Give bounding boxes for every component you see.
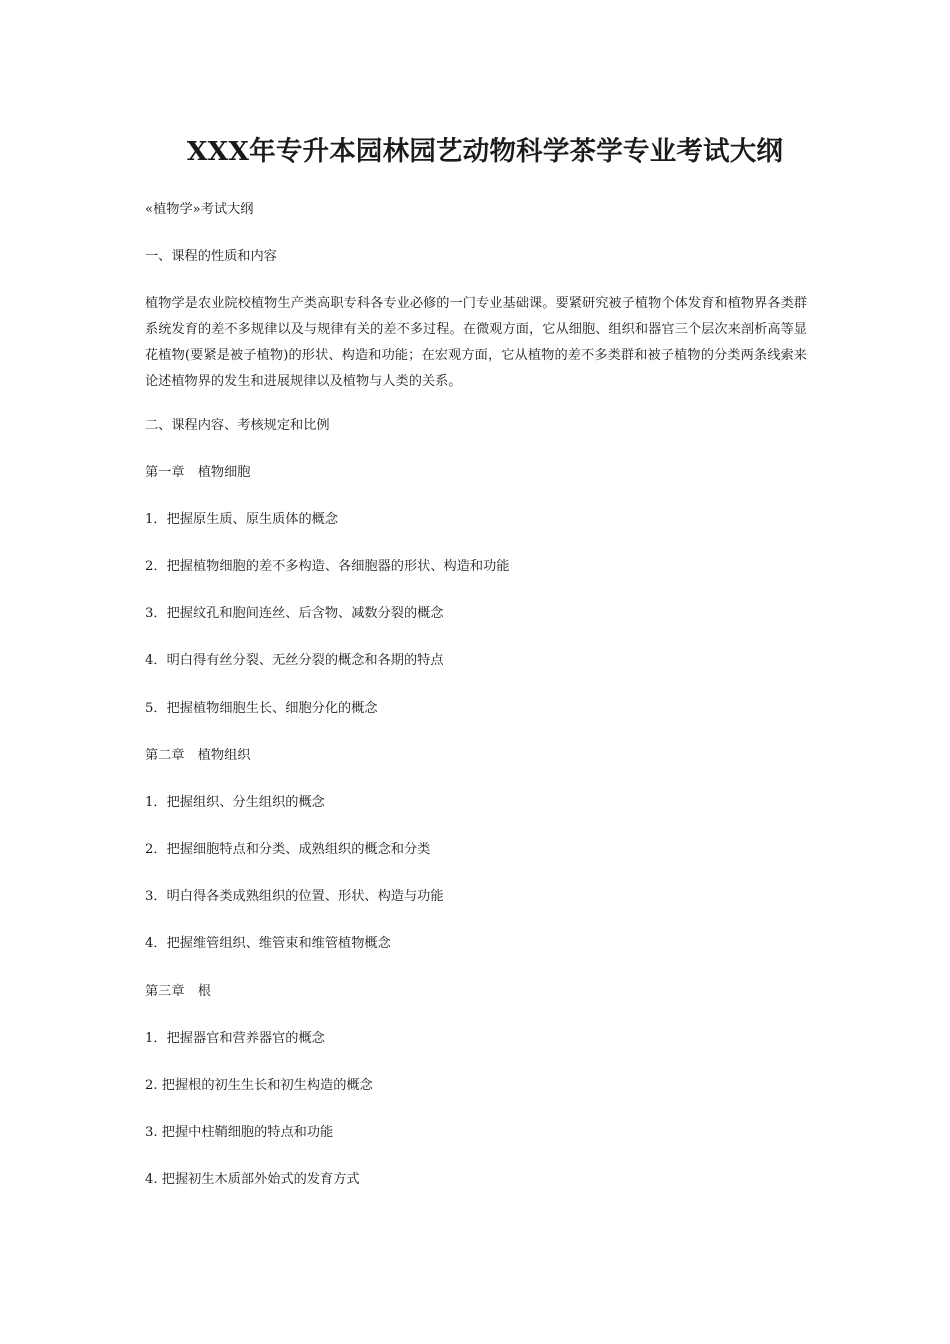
list-item: 5．把握植物细胞生长、细胞分化的概念 [145, 701, 378, 716]
chapter1-heading: 第一章 植物细胞 [145, 465, 251, 480]
list-item: 2．把握植物细胞的差不多构造、各细胞器的形状、构造和功能 [145, 559, 510, 574]
exam-outline-subtitle: «植物学»考试大纲 [145, 202, 254, 217]
list-item: 2. 把握根的初生生长和初生构造的概念 [145, 1078, 373, 1093]
chapter2-heading: 第二章 植物组织 [145, 748, 251, 763]
document-title: XXX年专升本园林园艺动物科学茶学专业考试大纲 [186, 136, 784, 167]
section2-heading: 二、课程内容、考核规定和比例 [145, 418, 330, 433]
list-item: 2．把握细胞特点和分类、成熟组织的概念和分类 [145, 842, 431, 857]
section1-heading: 一、课程的性质和内容 [145, 249, 277, 264]
list-item: 1．把握器官和营养器官的概念 [145, 1031, 325, 1046]
section1-body: 植物学是农业院校植物生产类高职专科各专业必修的一门专业基础课。要紧研究被子植物个体发育和植物界各类群系统发育的差不多规律以及与规律有关的差不多过程。在微观方面，它从细胞、组织和器官三个层次来剖析高等显花植物(要紧是被子植物)的形状、构造和功能；在宏观方面，它从植物的差不多类群和被子植物的分类两条线索来论述植物界的发生和进展规律以及植物与人类的关系。 [145, 296, 807, 389]
list-item: 3．把握纹孔和胞间连丝、后含物、减数分裂的概念 [145, 606, 444, 621]
list-item: 3. 把握中柱鞘细胞的特点和功能 [145, 1125, 334, 1140]
list-item: 4．把握维管组织、维管束和维管植物概念 [145, 936, 391, 951]
list-item: 4．明白得有丝分裂、无丝分裂的概念和各期的特点 [145, 653, 444, 668]
chapter3-heading: 第三章 根 [145, 984, 211, 999]
list-item: 1．把握原生质、原生质体的概念 [145, 512, 339, 527]
list-item: 1．把握组织、分生组织的概念 [145, 795, 325, 810]
list-item: 3．明白得各类成熟组织的位置、形状、构造与功能 [145, 889, 444, 904]
list-item: 4. 把握初生木质部外始式的发育方式 [145, 1172, 360, 1187]
